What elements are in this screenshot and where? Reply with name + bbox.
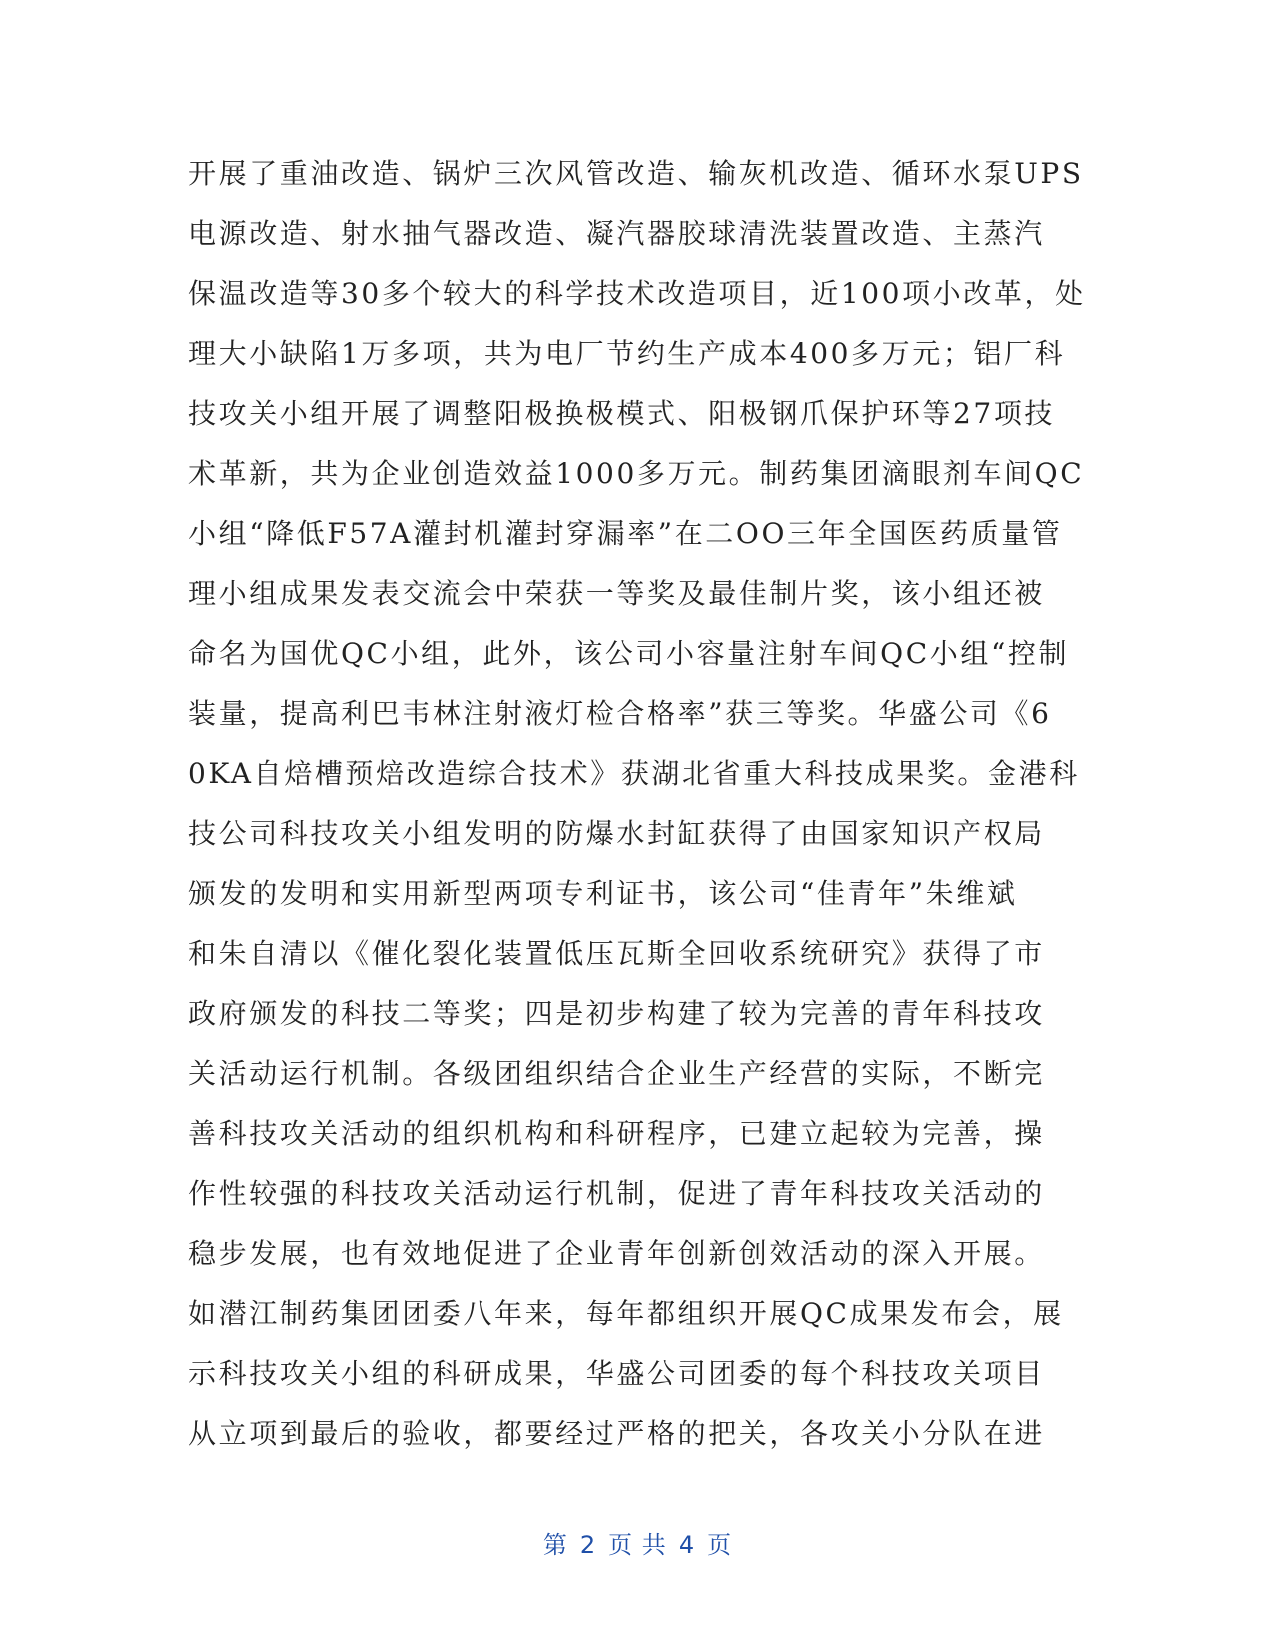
text-line: 开展了重油改造、锅炉三次风管改造、输灰机改造、循环水泵UPS xyxy=(188,157,1084,190)
text-line: 装量，提高利巴韦林注射液灯检合格率”获三等奖。华盛公司《6 xyxy=(188,697,1052,730)
text-line: 理小组成果发表交流会中荣获一等奖及最佳制片奖，该小组还被 xyxy=(188,577,1045,610)
text-line: 命名为国优QC小组，此外，该公司小容量注射车间QC小组“控制 xyxy=(188,637,1070,670)
body-text xyxy=(188,144,1088,1464)
text-line: 保温改造等30多个较大的科学技术改造项目，近100项小改革，处 xyxy=(188,277,1086,310)
text-line: 和朱自清以《催化裂化装置低压瓦斯全回收系统研究》获得了市 xyxy=(188,937,1045,970)
footer-suffix: 页 xyxy=(707,1531,733,1559)
text-line: 理大小缺陷1万多项，共为电厂节约生产成本400多万元；铝厂科 xyxy=(188,337,1066,370)
footer-total-pages: 4 xyxy=(678,1531,696,1559)
text-line: 稳步发展，也有效地促进了企业青年创新创效活动的深入开展。 xyxy=(188,1237,1045,1270)
text-line: 技攻关小组开展了调整阳极换极模式、阳极钢爪保护环等27项技 xyxy=(188,397,1056,430)
text-line: 技公司科技攻关小组发明的防爆水封缸获得了由国家知识产权局 xyxy=(188,817,1045,850)
footer-middle: 页 共 xyxy=(608,1531,667,1559)
text-line: 善科技攻关活动的组织机构和科研程序，已建立起较为完善，操 xyxy=(188,1117,1045,1150)
page-footer xyxy=(0,1525,1275,1560)
text-line: 0KA自焙槽预焙改造综合技术》获湖北省重大科技成果奖。金港科 xyxy=(188,757,1080,790)
text-line: 电源改造、射水抽气器改造、凝汽器胶球清洗装置改造、主蒸汽 xyxy=(188,217,1045,250)
footer-current-page: 2 xyxy=(579,1531,597,1559)
text-line: 示科技攻关小组的科研成果，华盛公司团委的每个科技攻关项目 xyxy=(188,1357,1045,1390)
text-line: 颁发的发明和实用新型两项专利证书，该公司“佳青年”朱维斌 xyxy=(188,877,1018,910)
footer-prefix: 第 xyxy=(542,1531,568,1559)
text-line: 从立项到最后的验收，都要经过严格的把关，各攻关小分队在进 xyxy=(188,1417,1045,1450)
text-line: 小组“降低F57A灌封机灌封穿漏率”在二OO三年全国医药质量管 xyxy=(188,517,1063,550)
text-line: 政府颁发的科技二等奖；四是初步构建了较为完善的青年科技攻 xyxy=(188,997,1045,1030)
text-line: 作性较强的科技攻关活动运行机制，促进了青年科技攻关活动的 xyxy=(188,1177,1045,1210)
text-line: 术革新，共为企业创造效益1000多万元。制药集团滴眼剂车间QC xyxy=(188,457,1085,490)
text-line: 如潜江制药集团团委八年来，每年都组织开展QC成果发布会，展 xyxy=(188,1297,1064,1330)
text-line: 关活动运行机制。各级团组织结合企业生产经营的实际，不断完 xyxy=(188,1057,1045,1090)
